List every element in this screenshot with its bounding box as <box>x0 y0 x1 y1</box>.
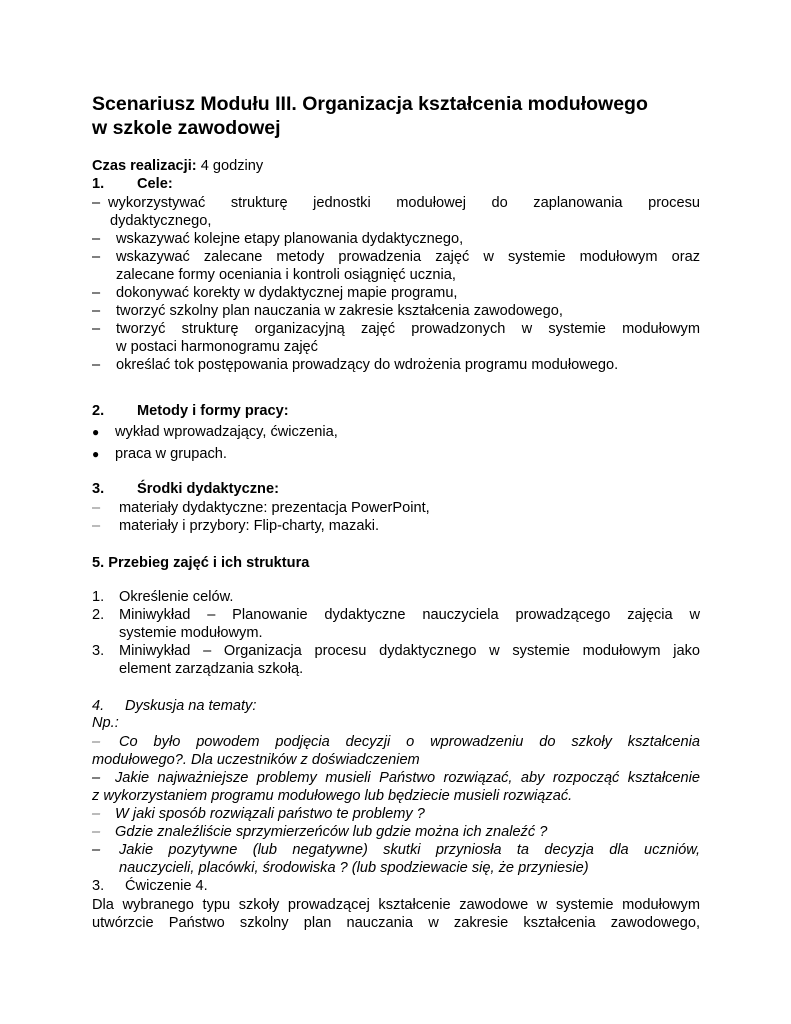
dash-marker: – <box>92 321 101 337</box>
goal-item-2 <box>92 230 700 248</box>
dash-marker: – <box>92 734 101 750</box>
course-heading: 5. Przebieg zajęć i ich struktura <box>92 555 310 571</box>
aid-item-2 <box>92 517 700 535</box>
goal-item-1 <box>92 194 700 230</box>
goal-item-6 <box>92 320 700 356</box>
goal-item-4-line-1: dokonywać korekty w dydaktycznej mapie programu, <box>116 285 458 301</box>
question-3 <box>92 805 700 823</box>
course-item-3-line-2: element zarządzania szkołą. <box>119 661 304 677</box>
goals-heading <box>92 175 700 193</box>
course-item-3 <box>92 642 700 678</box>
aids-number: 3. <box>92 481 105 497</box>
goal-item-7 <box>92 356 700 374</box>
goals-number: 1. <box>92 176 105 192</box>
bullet-icon: ● <box>92 447 100 461</box>
dash-marker: – <box>92 842 101 858</box>
goal-item-5 <box>92 302 700 320</box>
question-1-line-2: modułowego?. Dla uczestników z doświadczeniem <box>92 752 420 768</box>
bullet-icon: ● <box>92 425 100 439</box>
exercise-number: 3. <box>92 878 105 894</box>
goal-item-1-line-1: wykorzystywać strukturę jednostki modułowej do zaplanowania procesu <box>108 195 700 211</box>
goals-heading-text: Cele: <box>137 176 173 192</box>
discussion-questions <box>92 733 700 877</box>
methods-list <box>92 423 700 467</box>
dash-marker: – <box>92 824 101 840</box>
question-2 <box>92 769 700 805</box>
question-2-line-1: Jakie najważniejsze problemy musieli Państwo rozwiązać, aby rozpocząć kształcenie <box>115 770 700 786</box>
dash-marker: – <box>92 195 101 211</box>
dash-marker: – <box>92 285 101 301</box>
course-item-1-number: 1. <box>92 589 105 605</box>
question-3-line-1: W jaki sposób rozwiązali państwo te problemy ? <box>115 806 425 822</box>
aids-heading <box>92 480 700 498</box>
exercise-line-2: utwórzcie Państwo szkolny plan nauczania w zakresie kształcenia zawodowego, <box>92 915 700 931</box>
discussion-number: 4. <box>92 698 105 714</box>
dash-marker: – <box>92 249 101 265</box>
course-list <box>92 588 700 678</box>
question-5-line-1: Jakie pozytywne (lub negatywne) skutki przyniosła ta decyzja dla uczniów, <box>119 842 700 858</box>
course-item-2-number: 2. <box>92 607 105 623</box>
methods-heading <box>92 402 700 420</box>
course-item-1-line-1: Określenie celów. <box>119 589 234 605</box>
method-item-2-text: praca w grupach. <box>115 446 227 462</box>
time-label: Czas realizacji: <box>92 158 197 174</box>
dash-marker: – <box>92 806 101 822</box>
course-item-2-line-1: Miniwykład – Planowanie dydaktyczne nauczyciela prowadzącego zajęcia w <box>119 607 700 623</box>
dash-marker: – <box>92 231 101 247</box>
methods-heading-text: Metody i formy pracy: <box>137 403 289 419</box>
course-item-2 <box>92 606 700 642</box>
aids-list <box>92 499 700 535</box>
goal-item-3-line-2: zalecane formy oceniania i kontroli osiągnięć ucznia, <box>116 267 456 283</box>
aid-item-1-text: materiały dydaktyczne: prezentacja PowerPoint, <box>119 500 430 516</box>
question-2-line-2: z wykorzystaniem programu modułowego lub będziecie musieli rozwiązać. <box>92 788 573 804</box>
title-line-1: Scenariusz Modułu III. Organizacja kształcenia modułowego <box>92 93 648 115</box>
goal-item-1-line-2: dydaktycznego, <box>110 213 212 229</box>
aid-item-2-text: materiały i przybory: Flip-charty, mazaki. <box>119 518 380 534</box>
discussion-np: Np.: <box>92 715 119 731</box>
goal-item-3 <box>92 248 700 284</box>
goal-item-4 <box>92 284 700 302</box>
goal-item-3-line-1: wskazywać zalecane metody prowadzenia zajęć w systemie modułowym oraz <box>116 249 700 265</box>
method-item-1-text: wykład wprowadzający, ćwiczenia, <box>115 424 338 440</box>
dash-marker: – <box>92 500 101 516</box>
goal-item-5-line-1: tworzyć szkolny plan nauczania w zakresie kształcenia zawodowego, <box>116 303 563 319</box>
question-1 <box>92 733 700 769</box>
exercise-line-1: Dla wybranego typu szkoły prowadzącej kształcenie zawodowe w systemie modułowym <box>92 897 700 913</box>
dash-marker: – <box>92 518 101 534</box>
discussion-heading <box>92 697 700 715</box>
method-item-1 <box>92 423 700 445</box>
exercise-heading-text: Ćwiczenie 4. <box>125 878 208 894</box>
time-value: 4 godziny <box>196 158 264 174</box>
dash-marker: – <box>92 303 101 319</box>
document-title <box>92 92 700 140</box>
discussion-heading-text: Dyskusja na tematy: <box>125 698 257 714</box>
time-line <box>92 157 700 175</box>
course-item-1 <box>92 588 700 606</box>
aid-item-1 <box>92 499 700 517</box>
dash-marker: – <box>92 357 101 373</box>
goals-list <box>92 194 700 374</box>
question-4 <box>92 823 700 841</box>
goal-item-6-line-2: w postaci harmonogramu zajęć <box>116 339 318 355</box>
methods-number: 2. <box>92 403 105 419</box>
dash-marker: – <box>92 770 101 786</box>
goal-item-7-line-1: określać tok postępowania prowadzący do wdrożenia programu modułowego. <box>116 357 619 373</box>
question-5-line-2: nauczycieli, placówki, środowiska ? (lub spodziewacie się, że przyniesie) <box>119 860 589 876</box>
question-4-line-1: Gdzie znaleźliście sprzymierzeńców lub gdzie można ich znaleźć ? <box>115 824 548 840</box>
method-item-2 <box>92 445 700 467</box>
question-5 <box>92 841 700 877</box>
course-item-2-line-2: systemie modułowym. <box>119 625 263 641</box>
course-item-3-line-1: Miniwykład – Organizacja procesu dydaktycznego w systemie modułowym jako <box>119 643 700 659</box>
course-item-3-number: 3. <box>92 643 105 659</box>
title-line-2: w szkole zawodowej <box>92 117 281 139</box>
aids-heading-text: Środki dydaktyczne: <box>137 481 279 497</box>
exercise-heading <box>92 877 700 895</box>
goal-item-6-line-1: tworzyć strukturę organizacyjną zajęć prowadzonych w systemie modułowym <box>116 321 700 337</box>
goal-item-2-line-1: wskazywać kolejne etapy planowania dydaktycznego, <box>116 231 464 247</box>
question-1-line-1: Co było powodem podjęcia decyzji o wprowadzeniu do szkoły kształcenia <box>119 734 700 750</box>
